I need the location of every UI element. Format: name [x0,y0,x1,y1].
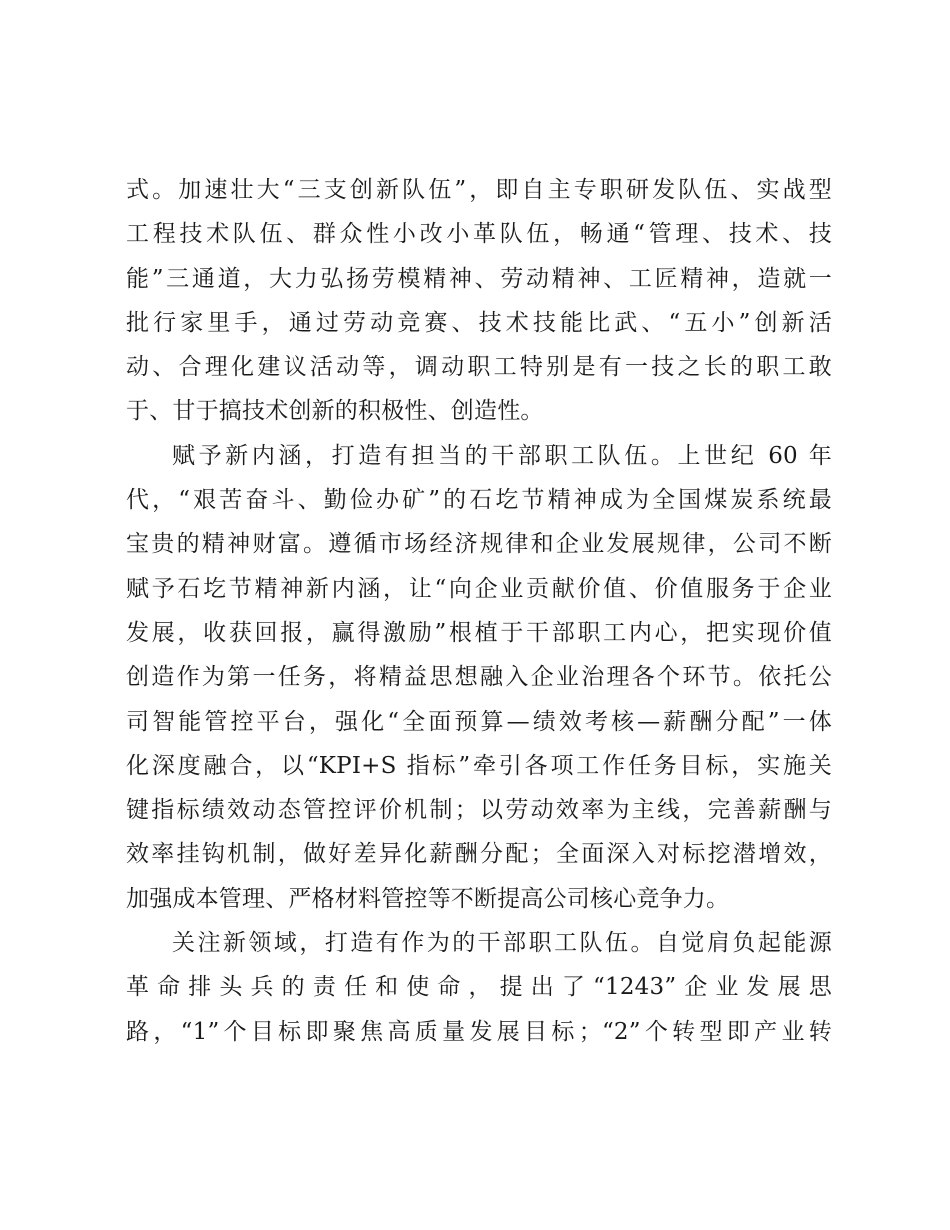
text-line: 创造作为第一任务，将精益思想融入企业治理各个环节。依托公 [126,664,832,691]
text-line: 代，“艰苦奋斗、勤俭办矿”的石圪节精神成为全国煤炭系统最 [126,487,832,514]
text-line: 批行家里手，通过劳动竞赛、技术技能比武、“五小”创新活 [126,309,832,336]
text-line: 效率挂钩机制，做好差异化薪酬分配；全面深入对标挖潜增效， [126,841,832,868]
text-line: 工程技术队伍、群众性小改小革队伍，畅通“管理、技术、技 [126,221,832,248]
text-line: 于、甘于搞技术创新的积极性、创造性。 [126,398,544,425]
body-text [126,168,832,1054]
text-line: 司智能管控平台，强化“全面预算—绩效考核—薪酬分配”一体 [126,708,832,735]
text-line: 动、合理化建议活动等，调动职工特别是有一技之长的职工敢 [126,354,832,381]
text-line: 能”三通道，大力弘扬劳模精神、劳动精神、工匠精神，造就一 [126,265,832,292]
text-line: 路，“1”个目标即聚焦高质量发展目标；“2”个转型即产业转 [126,1018,832,1045]
text-line: 发展，收获回报，赢得激励”根植于干部职工内心，把实现价值 [126,619,832,646]
text-line: 宝贵的精神财富。遵循市场经济规律和企业发展规律，公司不断 [126,531,832,558]
text-line: 赋予新内涵，打造有担当的干部职工队伍。上世纪 60 年 [172,442,832,469]
text-line: 赋予石圪节精神新内涵，让“向企业贡献价值、价值服务于企业 [126,575,832,602]
text-line: 键指标绩效动态管控评价机制；以劳动效率为主线，完善薪酬与 [126,797,832,824]
text-line: 关注新领域，打造有作为的干部职工队伍。自觉肩负起能源 [172,930,832,957]
text-line: 加强成本管理、严格材料管控等不断提高公司核心竞争力。 [126,885,730,912]
text-line: 革命排头兵的责任和使命，提出了“1243”企业发展思 [126,974,832,1001]
text-line: 化深度融合，以“KPI+S 指标”牵引各项工作任务目标，实施关 [126,752,832,779]
text-line: 式。加速壮大“三支创新队伍”，即自主专职研发队伍、实战型 [126,177,832,203]
